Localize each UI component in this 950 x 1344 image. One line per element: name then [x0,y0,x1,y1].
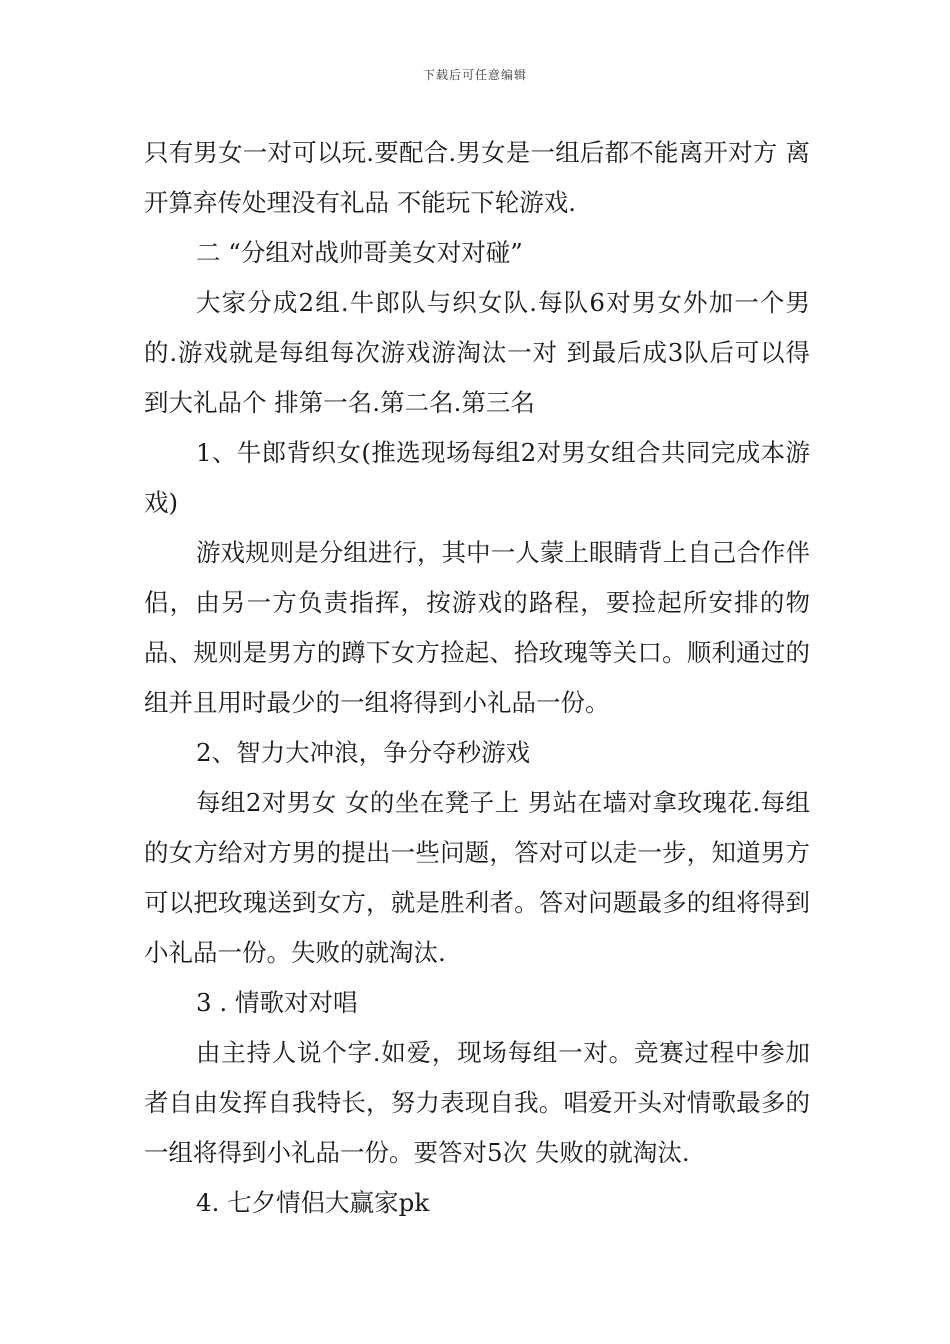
game-1-rules: 游戏规则是分组进行，其中一人蒙上眼睛背上自己合作伴侣，由另一方负责指挥，按游戏的路程，要捡起所安排的物品、规则是男方的蹲下女方捡起、拾玫瑰等关口。顺利通过的组并且用时最少的一组将得到小礼品一份。 [144,538,810,717]
page-header: 下载后可任意编辑 [422,68,527,82]
document-body [144,128,810,1228]
game-2-rules: 每组2对男女 女的坐在凳子上 男站在墙对拿玫瑰花.每组的女方给对方男的提出一些问题，答对可以走一步，知道男方可以把玫瑰送到女方，就是胜利者。答对问题最多的组将得到小礼品一份。失败的就淘汰. [144,788,810,967]
paragraph-team-split: 大家分成2组.牛郎队与织女队.每队6对男女外加一个男的.游戏就是每组每次游戏游淘汰一对 到最后成3队后可以得到大礼品个 排第一名.第二名.第三名 [144,288,810,417]
game-4-title: 4. 七夕情侣大赢家pk [196,1188,430,1217]
game-2-title: 2、智力大冲浪，争分夺秒游戏 [196,738,531,767]
game-3-rules: 由主持人说个字.如爱，现场每组一对。竞赛过程中参加者自由发挥自我特长，努力表现自我。唱爱开头对情歌最多的一组将得到小礼品一份。要答对5次 失败的就淘汰. [144,1038,810,1167]
game-1-title: 1、牛郎背织女(推选现场每组2对男女组合共同完成本游戏) [144,438,810,517]
paragraph-pairing-rule: 只有男女一对可以玩.要配合.男女是一组后都不能离开对方 离开算弃传处理没有礼品 不能玩下轮游戏. [144,138,810,217]
game-3-title: 3 . 情歌对对唱 [196,988,358,1017]
section-heading-group-battle: 二 “分组对战帅哥美女对对碰” [196,238,523,267]
